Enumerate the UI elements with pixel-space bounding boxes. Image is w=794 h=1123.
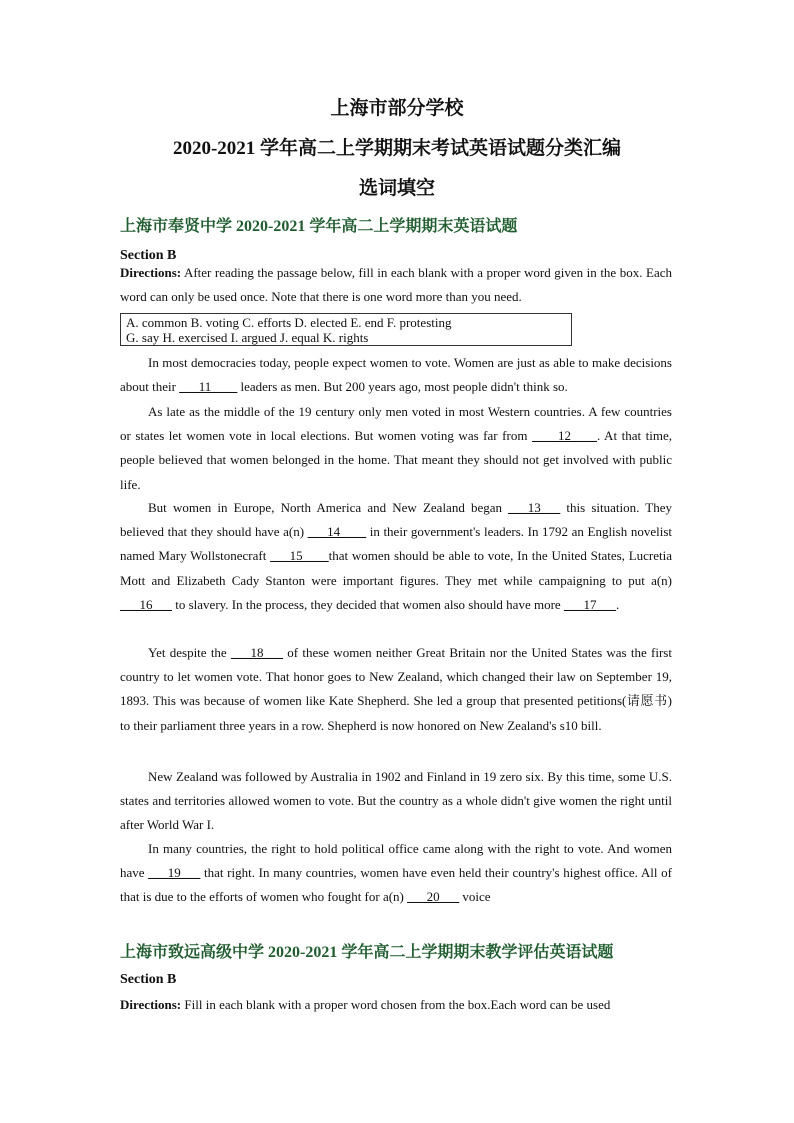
paragraph-text: New Zealand was followed by Australia in 1902 and Finland in 19 zero six. By this time, some U.S. states and territories allowed women to vote. But the country as a whole didn't give women the right until after World War I. bbox=[120, 769, 672, 833]
blank-14: ___14____ bbox=[307, 524, 367, 540]
paragraph-6 bbox=[120, 837, 672, 910]
blank-12: ____12____ bbox=[531, 428, 597, 444]
paragraph-4 bbox=[120, 641, 672, 738]
title-line-2: 2020-2021 学年高二上学期期末考试英语试题分类汇编 bbox=[172, 138, 622, 159]
paragraph-text: this situation. They believed that they should have a(n) bbox=[120, 500, 672, 540]
section-label-2: Section B bbox=[120, 972, 177, 987]
paragraph-text: But women in Europe, North America and New Zealand began bbox=[148, 500, 509, 515]
paragraph-1 bbox=[120, 351, 672, 399]
word-box-row-2: G. say H. exercised I. argued J. equal K. rights bbox=[126, 330, 369, 345]
paragraph-text: that women should be able to vote, In the United States, Lucretia Mott and Elizabeth Cady Stanton were important figures. They met while campaigning to put a(n) bbox=[120, 548, 672, 588]
paragraph-text: In most democracies today, people expect women to vote. Women are just as able to make decisions about their bbox=[120, 355, 672, 395]
paragraph-text: of these women neither Great Britain nor the United States was the first country to let women vote. That honor goes to New Zealand, which changed their law on September 19, 1893. This was because of women like Kate Shepherd. She led a group that presented petitions(请愿书) to their parliament three years in a row. Shepherd is now honored on New Zealand's s10 bill. bbox=[120, 645, 672, 733]
paragraph-text: . At that time, people believed that women belonged in the home. That meant they should not get involved with public life. bbox=[120, 428, 672, 492]
directions-1 bbox=[120, 261, 672, 309]
paragraph-text: As late as the middle of the 19 century only men voted in most Western countries. A few countries or states let women vote in local elections. But women voting was far from bbox=[120, 404, 672, 444]
paragraph-2 bbox=[120, 400, 672, 497]
paragraph-text: leaders as men. But 200 years ago, most people didn't think so. bbox=[237, 379, 568, 395]
directions-text: After reading the passage below, fill in each blank with a proper word given in the box. Each word can only be used once. Note that there is one word more than you need. bbox=[120, 265, 672, 304]
word-box-row-1: A. common B. voting C. efforts D. elected E. end F. protesting bbox=[126, 315, 452, 330]
paragraph-text: In many countries, the right to hold political office came along with the right to vote. And women have bbox=[120, 841, 672, 881]
directions-label: Directions: bbox=[120, 265, 182, 280]
word-box bbox=[120, 313, 572, 346]
blank-17: ___17___ bbox=[563, 596, 616, 612]
directions-2 bbox=[120, 993, 672, 1017]
paragraph-text: Yet despite the bbox=[148, 645, 231, 660]
paragraph-text: . bbox=[615, 596, 620, 612]
blank-15: ___15____ bbox=[270, 548, 329, 564]
title-line-1: 上海市部分学校 bbox=[330, 98, 464, 119]
blank-18: ___18___ bbox=[230, 645, 283, 660]
paragraph-3 bbox=[120, 496, 672, 617]
directions-text: Fill in each blank with a proper word chosen from the box.Each word can be used bbox=[181, 997, 611, 1012]
blank-20: ___20___ bbox=[407, 889, 460, 905]
paragraph-text: voice bbox=[459, 889, 491, 905]
paragraph-text: in their government's leaders. In 1792 an English novelist named Mary Wollstonecraft bbox=[120, 524, 672, 564]
directions-label: Directions: bbox=[120, 997, 182, 1012]
blank-13: ___13___ bbox=[508, 500, 561, 515]
title-line-3: 选词填空 bbox=[358, 178, 435, 199]
paragraph-text: that right. In many countries, women have even held their country's highest office. All of that is due to the efforts of women who fought for a(n) bbox=[120, 865, 672, 905]
school-heading-1: 上海市奉贤中学 2020-2021 学年高二上学期期末英语试题 bbox=[120, 218, 518, 235]
paragraph-5 bbox=[120, 765, 672, 838]
blank-19: ___19___ bbox=[148, 865, 201, 881]
section-label-1: Section B bbox=[120, 248, 177, 263]
school-heading-2: 上海市致远高级中学 2020-2021 学年高二上学期期末教学评估英语试题 bbox=[120, 944, 614, 961]
paragraph-text: to slavery. In the process, they decided that women also should have more bbox=[172, 596, 564, 612]
blank-11: ___11____ bbox=[179, 379, 238, 395]
blank-16: ___16___ bbox=[120, 596, 172, 612]
